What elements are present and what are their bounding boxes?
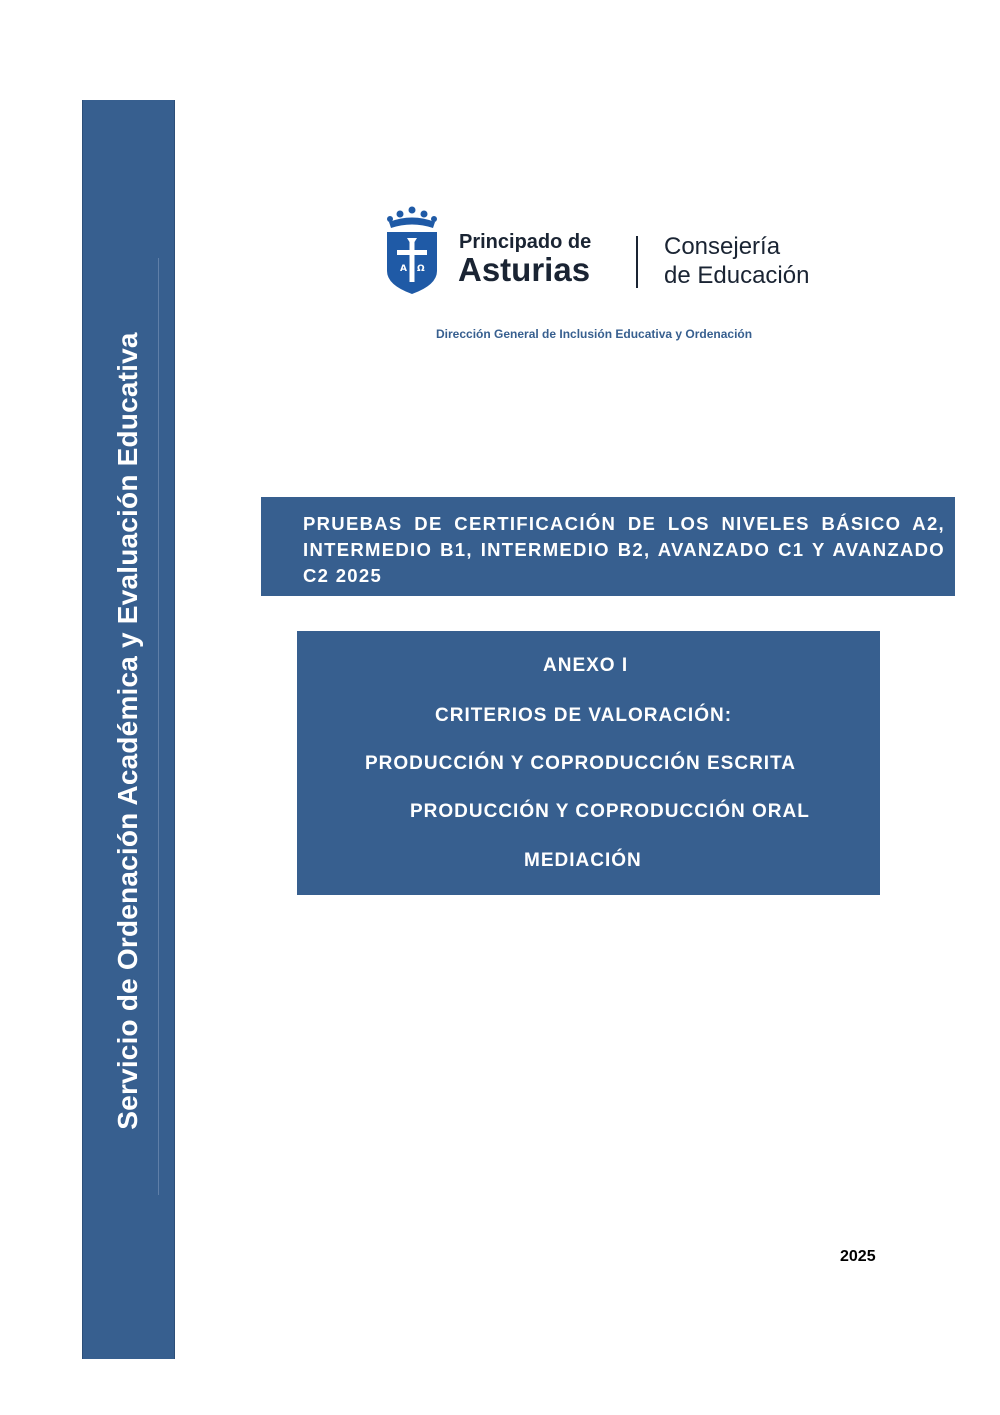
svg-text:Ω: Ω — [417, 264, 425, 274]
logo-line-principado: Principado de — [459, 231, 592, 253]
logo — [386, 205, 836, 297]
asturias-shield-logo-icon — [386, 205, 438, 295]
annex-subheading: CRITERIOS DE VALORACIÓN: — [435, 705, 733, 726]
logo-department-line2: de Educación — [664, 262, 810, 289]
directorate-name: Dirección General de Inclusión Educativa y Ordenación — [436, 327, 753, 341]
sidebar-service-name: Servicio de Ordenación Académica y Evaluación Educativa — [112, 332, 143, 1130]
title-banner — [261, 497, 955, 596]
annex-item-mediation: MEDIACIÓN — [524, 850, 642, 871]
annex-panel — [297, 631, 880, 895]
logo-department-line1: Consejería — [664, 233, 781, 260]
sidebar-divider — [158, 258, 159, 1195]
annex-item-written: PRODUCCIÓN Y COPRODUCCIÓN ESCRITA — [365, 753, 796, 774]
footer-year: 2025 — [840, 1248, 876, 1265]
svg-text:A: A — [400, 264, 407, 274]
annex-item-oral: PRODUCCIÓN Y COPRODUCCIÓN ORAL — [410, 801, 810, 822]
document-title: PRUEBAS DE CERTIFICACIÓN DE LOS NIVELES BÁSICO A2, INTERMEDIO B1, INTERMEDIO B2, AVANZADO C1 Y AVANZADO C2 2025 — [303, 513, 945, 586]
logo-separator — [636, 236, 638, 288]
annex-heading: ANEXO I — [543, 655, 629, 676]
logo-line-asturias: Asturias — [458, 251, 591, 288]
